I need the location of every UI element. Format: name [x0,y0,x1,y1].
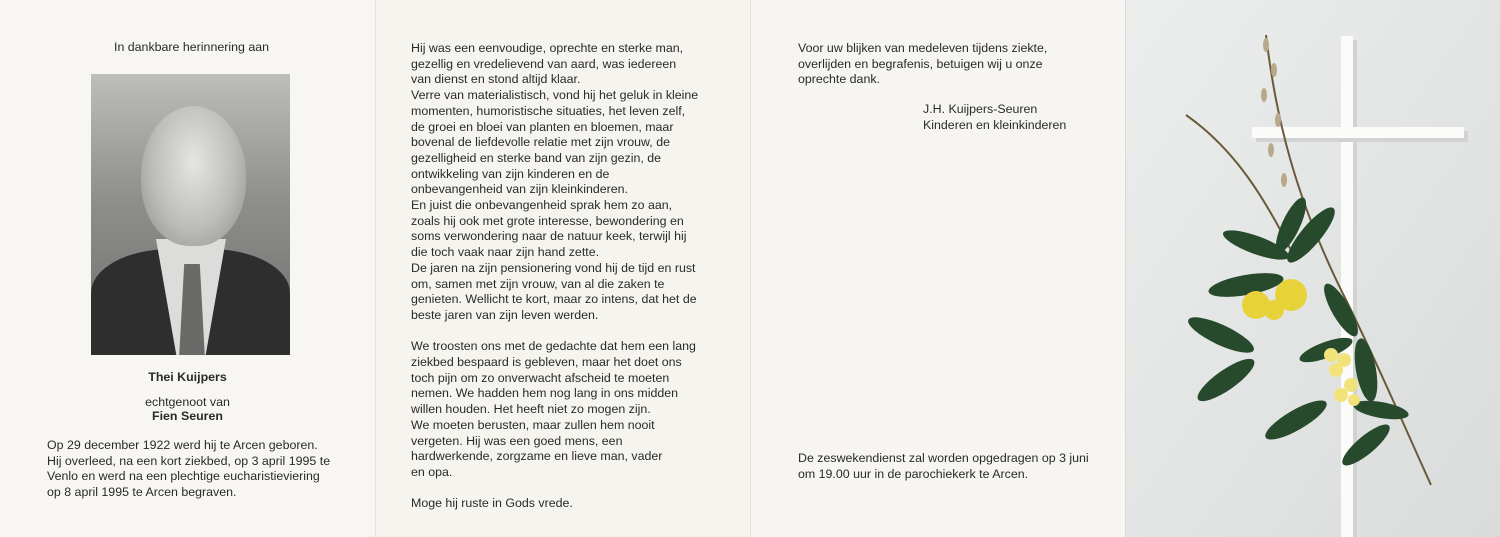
card-panel-image [1125,0,1500,537]
deceased-name: Thei Kuijpers [148,370,227,384]
wall-background [1126,0,1500,537]
biography-text: Op 29 december 1922 werd hij te Arcen geboren. Hij overleed, na een kort ziekbed, op 3 april 1995 te Venlo en werd na een plechtige eucharistieviering op 8 april 1995 te Arcen begraven. [47,438,331,500]
spouse-name: Fien Seuren [152,409,223,423]
portrait-head [141,106,246,246]
portrait-photo [91,74,290,355]
spouse-label: echtgenoot van [145,395,230,409]
card-panel-front [0,0,375,537]
memorial-mass-text: De zeswekendienst zal worden opgedragen op 3 juni om 19.00 uur in de parochiekerk te Arcen. [798,451,1089,481]
signature-text: J.H. Kuijpers-Seuren Kinderen en kleinkinderen [923,102,1067,132]
cross-and-flowers-image [1126,0,1500,537]
tribute-paragraph: We troosten ons met de gedachte dat hem een lang ziekbed bespaard is gebleven, maar het doet ons toch pijn om zo onverwacht afscheid te moeten nemen. We hadden hem nog lang in ons midden willen houden. Het heeft niet zo mogen zijn. We moeten berusten, maar zullen hem nooit vergeten. Hij was een goed mens, een hardwerkende, zorgzame en lieve man, vader en opa. [411,339,696,479]
card-panel-thanks [750,0,1125,537]
tribute-paragraph: Hij was een eenvoudige, oprechte en sterke man, gezellig en vredelievend van aard, was iedereen van dienst en stond altijd klaar. Verre van materialistisch, vond hij het geluk in kleine momenten, humoristische situaties, het leven zelf, de groei en bloei van planten en bloemen, maar bovenal de liefdevolle relatie met zijn vrouw, de gezelligheid en sterke band van zijn gezin, de ontwikkeling van zijn kinderen en de onbevangenheid van zijn kleinkinderen. En juist die onbevangenheid sprak hem zo aan, zoals hij ook met grote interesse, bewondering en soms verwondering naar de natuur keek, terwijl hij die toch vaak naar zijn hand zette. De jaren na zijn pensionering vond hij de tijd en rust om, samen met zijn vrouw, van al die zaken te genieten. Wellicht te kort, maar zo intens, dat het de beste jaren van zijn leven werden. [411,41,699,322]
intro-line: In dankbare herinnering aan [114,40,269,54]
thanks-text: Voor uw blijken van medeleven tijdens ziekte, overlijden en begrafenis, betuigen wij u onze oprechte dank. [798,41,1048,87]
card-panel-tribute [375,0,750,537]
tribute-paragraph: Moge hij ruste in Gods vrede. [411,496,573,511]
tribute-text [411,41,711,512]
